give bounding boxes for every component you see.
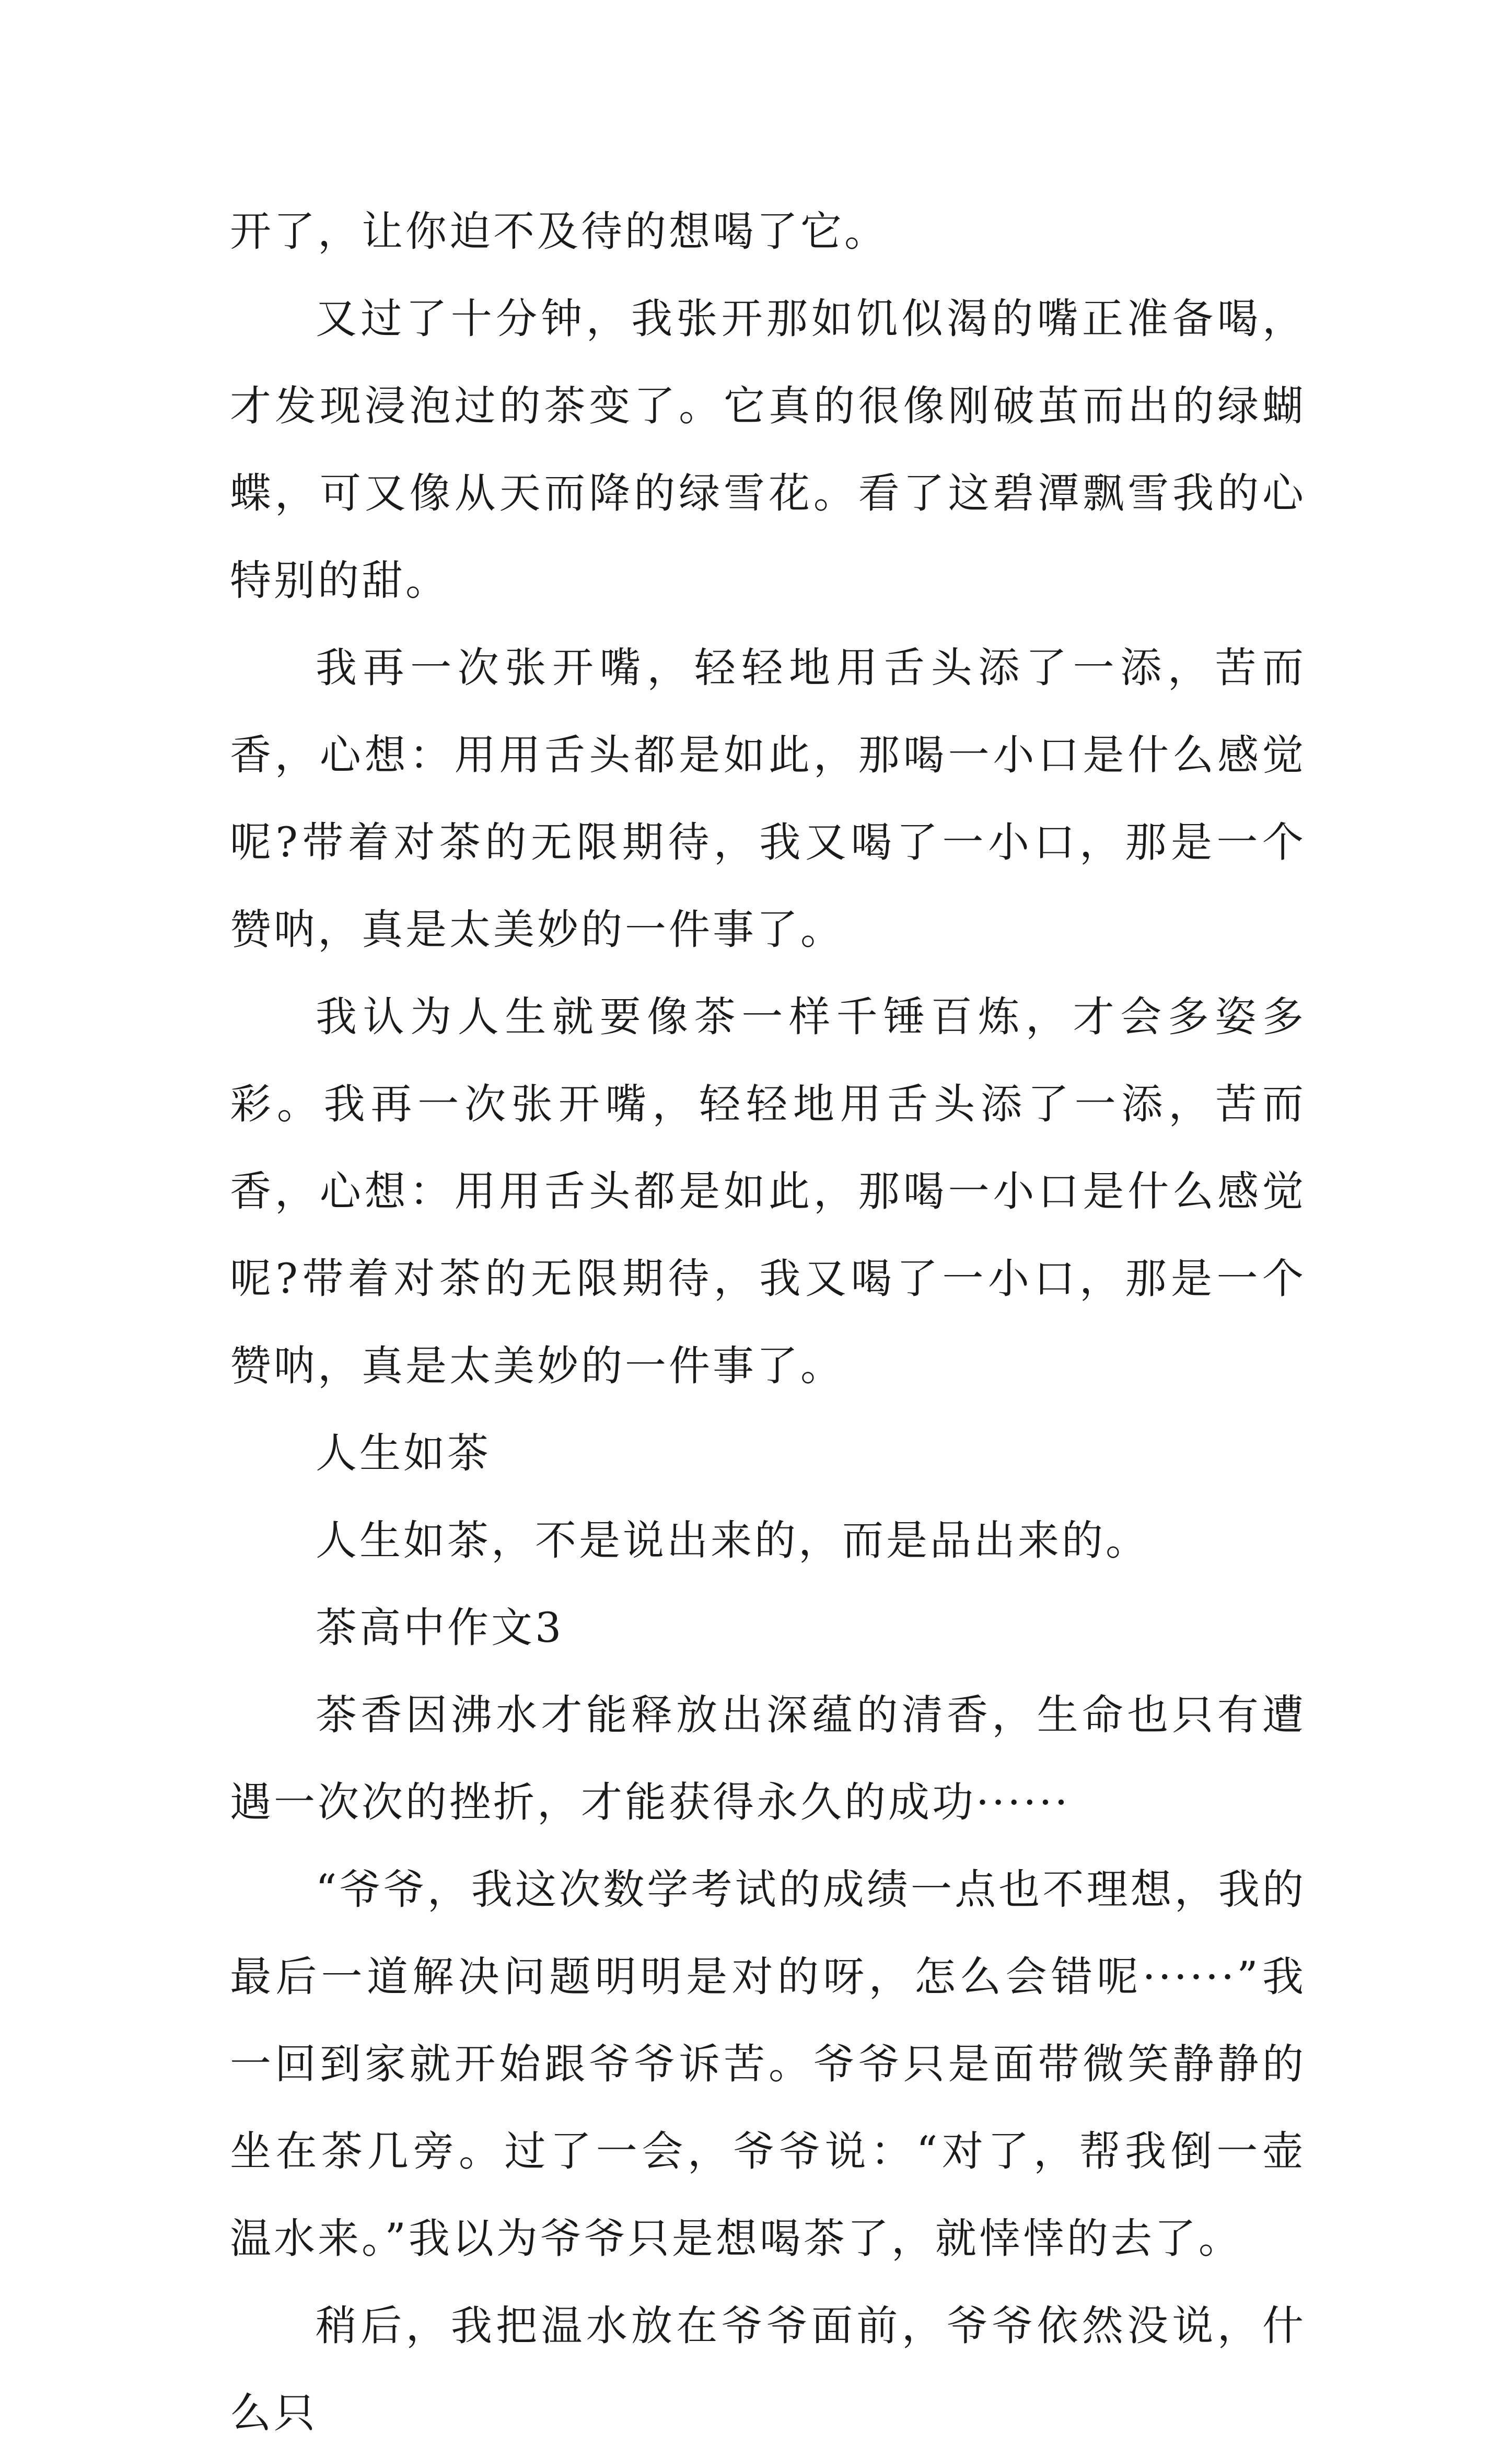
paragraph-8: 稍后，我把温水放在爷爷面前，爷爷依然没说，什么只 xyxy=(230,2302,1306,2437)
paragraph-4: 我认为人生就要像茶一样千锤百炼，才会多姿多彩。我再一次张开嘴，轻轻地用舌头添了一添，苦而香，心想：用用舌头都是如此，那喝一小口是什么感觉呢?带着对茶的无限期待，我又喝了一小口，那是一个赞呐，真是太美妙的一件事了。 xyxy=(230,993,1306,1390)
paragraph-3: 我再一次张开嘴，轻轻地用舌头添了一添，苦而香，心想：用用舌头都是如此，那喝一小口是什么感觉呢?带着对茶的无限期待，我又喝了一小口，那是一个赞呐，真是太美妙的一件事了。 xyxy=(230,644,1306,954)
section-heading-life-like-tea: 人生如茶 xyxy=(316,1429,491,1477)
paragraph-2: 又过了十分钟，我张开那如饥似渴的嘴正准备喝，才发现浸泡过的茶变了。它真的很像刚破茧而出的绿蝴蝶，可又像从天而降的绿雪花。看了这碧潭飘雪我的心特别的甜。 xyxy=(230,295,1306,605)
paragraph-7: “爷爷，我这次数学考试的成绩一点也不理想，我的最后一道解决问题明明是对的呀，怎么会错呢······”我一回到家就开始跟爷爷诉苦。爷爷只是面带微笑静静的坐在茶几旁。过了一会，爷爷说：“对了，帮我倒一壶温水来。”我以为爷爷只是想喝茶了，就悻悻的去了。 xyxy=(230,1865,1306,2263)
paragraph-5: 人生如茶，不是说出来的，而是品出来的。 xyxy=(316,1516,1149,1564)
paragraph-1: 开了，让你迫不及待的想喝了它。 xyxy=(230,207,888,256)
section-heading-essay-3: 茶高中作文3 xyxy=(316,1604,564,1652)
paragraph-6: 茶香因沸水才能释放出深蕴的清香，生命也只有遭遇一次次的挫折，才能获得永久的成功······ xyxy=(230,1691,1306,1826)
body-text xyxy=(230,188,1306,2457)
